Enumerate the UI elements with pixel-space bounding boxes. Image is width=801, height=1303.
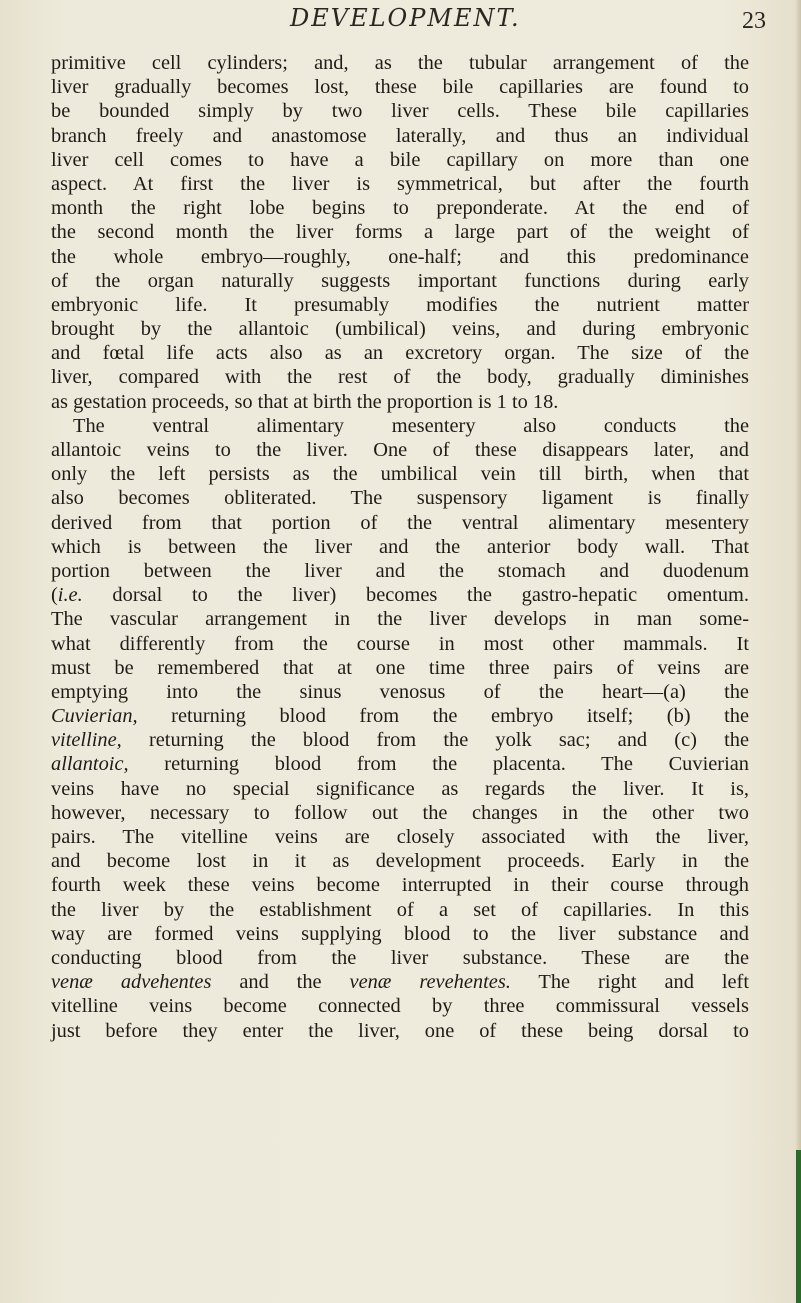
text-line: aspect. At first the liver is symmetrical, but after the fourth bbox=[51, 172, 749, 195]
text-line: primitive cell cylinders; and, as the tubular arrangement of the bbox=[51, 52, 749, 74]
text-line: the whole embryo—roughly, one-half; and this predominance bbox=[51, 245, 749, 268]
text-line: (i.e. dorsal to the liver) becomes the gastro-hepatic omentum. bbox=[51, 584, 749, 607]
text-line: liver cell comes to have a bile capillary on more than one bbox=[51, 148, 749, 171]
text-line: allantoic veins to the liver. One of these disappears later, and bbox=[51, 439, 749, 461]
text-line: be bounded simply by two liver cells. These bile capillaries bbox=[51, 100, 749, 123]
text-line: what differently from the course in most other mammals. It bbox=[51, 632, 749, 655]
text-line: The vascular arrangement in the liver develops in man some- bbox=[51, 608, 749, 631]
text-line: must be remembered that at one time three pairs of veins are bbox=[51, 656, 749, 679]
text-line: Cuvierian, returning blood from the embryo itself; (b) the bbox=[51, 705, 749, 728]
text-line: branch freely and anastomose laterally, and thus an individual bbox=[51, 124, 749, 147]
page-header bbox=[0, 0, 801, 50]
running-head: DEVELOPMENT. bbox=[290, 4, 521, 32]
text-line: the liver by the establishment of a set of capillaries. In this bbox=[51, 898, 749, 921]
text-line: and fœtal life acts also as an excretory organ. The size of the bbox=[51, 342, 749, 365]
text-line: derived from that portion of the ventral alimentary mesentery bbox=[51, 511, 749, 534]
text-line: embryonic life. It presumably modifies the nutrient matter bbox=[51, 293, 749, 316]
page-number: 23 bbox=[742, 8, 766, 34]
text-line: veins have no special significance as regards the liver. It is, bbox=[51, 777, 749, 800]
text-line: of the organ naturally suggests important functions during early bbox=[51, 269, 749, 292]
text-line: way are formed veins supplying blood to the liver substance and bbox=[51, 922, 749, 945]
text-line: the second month the liver forms a large part of the weight of bbox=[51, 221, 749, 244]
body-text bbox=[51, 51, 749, 1043]
text-line: as gestation proceeds, so that at birth the proportion is 1 to 18. bbox=[51, 390, 559, 413]
text-line: pairs. The vitelline veins are closely associated with the liver, bbox=[51, 826, 749, 848]
text-line: and become lost in it as development proceeds. Early in the bbox=[51, 850, 749, 873]
text-line: emptying into the sinus venosus of the heart—(a) the bbox=[51, 680, 749, 703]
text-line: vitelline, returning the blood from the yolk sac; and (c) the bbox=[51, 729, 749, 752]
text-line: venæ advehentes and the venæ revehentes. The right and left bbox=[51, 971, 749, 994]
text-line: month the right lobe begins to preponderate. At the end of bbox=[51, 197, 749, 220]
text-line: allantoic, returning blood from the placenta. The Cuvierian bbox=[51, 753, 749, 776]
page-edge-mark bbox=[796, 1150, 801, 1303]
text-line: which is between the liver and the anterior body wall. That bbox=[51, 535, 749, 558]
text-line: conducting blood from the liver substance. These are the bbox=[51, 946, 749, 969]
text-line: The ventral alimentary mesentery also conducts the bbox=[73, 414, 749, 437]
text-line: brought by the allantoic (umbilical) veins, and during embryonic bbox=[51, 318, 749, 341]
text-line: however, necessary to follow out the changes in the other two bbox=[51, 801, 749, 824]
page-edge-shadow bbox=[795, 0, 801, 1303]
text-line: liver gradually becomes lost, these bile capillaries are found to bbox=[51, 76, 749, 99]
text-line: portion between the liver and the stomach and duodenum bbox=[51, 559, 749, 582]
text-line: fourth week these veins become interrupted in their course through bbox=[51, 874, 749, 897]
text-line: vitelline veins become connected by three commissural vessels bbox=[51, 995, 749, 1018]
text-line: liver, compared with the rest of the body, gradually diminishes bbox=[51, 366, 749, 389]
text-line: only the left persists as the umbilical vein till birth, when that bbox=[51, 463, 749, 486]
text-line: also becomes obliterated. The suspensory ligament is finally bbox=[51, 487, 749, 510]
text-line: just before they enter the liver, one of these being dorsal to bbox=[51, 1019, 749, 1042]
